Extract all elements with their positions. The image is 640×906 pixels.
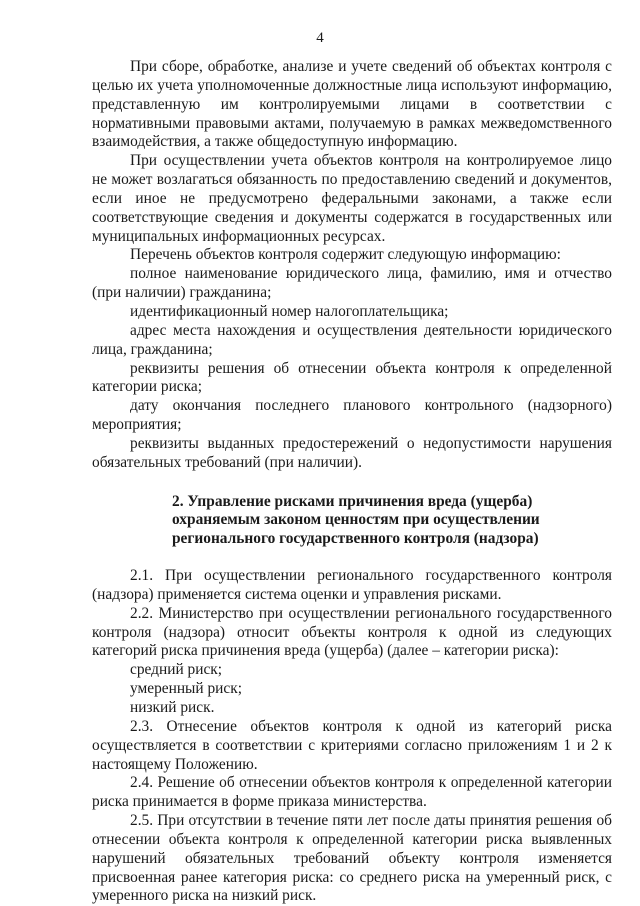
list-item-address: адрес места нахождения и осуществления деятельности юридического лица, гражданина; [92,321,612,358]
paragraph-2-2: 2.2. Министерство при осуществлении регионального государственного контроля (надзора) относит объекты контроля к одной из следующих категорий риска причинения вреда (ущерба) (далее – категории риска): [92,604,612,660]
section-heading-line-1: 2. Управление рисками причинения вреда (ущерба) [172,492,533,510]
paragraph-data-collection: При сборе, обработке, анализе и учете сведений об объектах контроля с целью их учета уполномоченные должностные лица используют информацию, представленную им контролируемыми лицами в соответствии с нормативными правовыми актами, получаемую в рамках межведомственного взаимодействия, а также общедоступную информацию. [92,58,612,151]
risk-category-moderate: умеренный риск; [130,680,243,698]
document-body [92,58,612,906]
section-heading-line-3: регионального государственного контроля (надзора) [172,529,539,547]
risk-category-medium: средний риск; [130,661,223,679]
paragraph-no-obligation: При осуществлении учета объектов контроля на контролируемое лицо не может возлагаться обязанность по предоставлению сведений и документов, если иное не предусмотрено федеральными законами, а также если соответствующие сведения и документы содержатся в государственных или муниципальных информационных ресурсах. [92,152,612,245]
paragraph-2-3: 2.3. Отнесение объектов контроля к одной из категорий риска осуществляется в соответствии с критериями согласно приложениям 1 и 2 к настоящему Положению. [92,717,612,773]
list-item-tax-id: идентификационный номер налогоплательщика; [130,302,449,320]
risk-category-low: низкий риск. [130,698,215,716]
list-item-last-inspection: дату окончания последнего планового контрольного (надзорного) мероприятия; [92,397,612,434]
list-item-legal-name: полное наименование юридического лица, фамилию, имя и отчество (при наличии) гражданина; [92,265,612,302]
paragraph-2-1: 2.1. При осуществлении регионального государственного контроля (надзора) применяется система оценки и управления рисками. [92,567,612,603]
list-item-warnings: реквизиты выданных предостережений о недопустимости нарушения обязательных требований (при наличии). [92,434,612,471]
list-item-risk-decision: реквизиты решения об отнесении объекта контроля к определенной категории риска; [92,359,612,396]
paragraph-list-intro: Перечень объектов контроля содержит следующую информацию: [130,246,561,264]
paragraph-2-4: 2.4. Решение об отнесении объектов контроля к определенной категории риска принимается в форме приказа министерства. [92,774,612,811]
section-heading [92,493,612,549]
paragraph-2-5: 2.5. При отсутствии в течение пяти лет после даты принятия решения об отнесении объекта контроля к определенной категории риска выявленных нарушений обязательных требований объекту контроля изменяется присвоенная ранее категория риска: со среднего риска на умеренный риск, с умеренного риска на низкий риск. [92,812,612,905]
page-number: 4 [316,30,324,46]
section-heading-line-2: охраняемым законом ценностям при осуществлении [172,511,540,529]
